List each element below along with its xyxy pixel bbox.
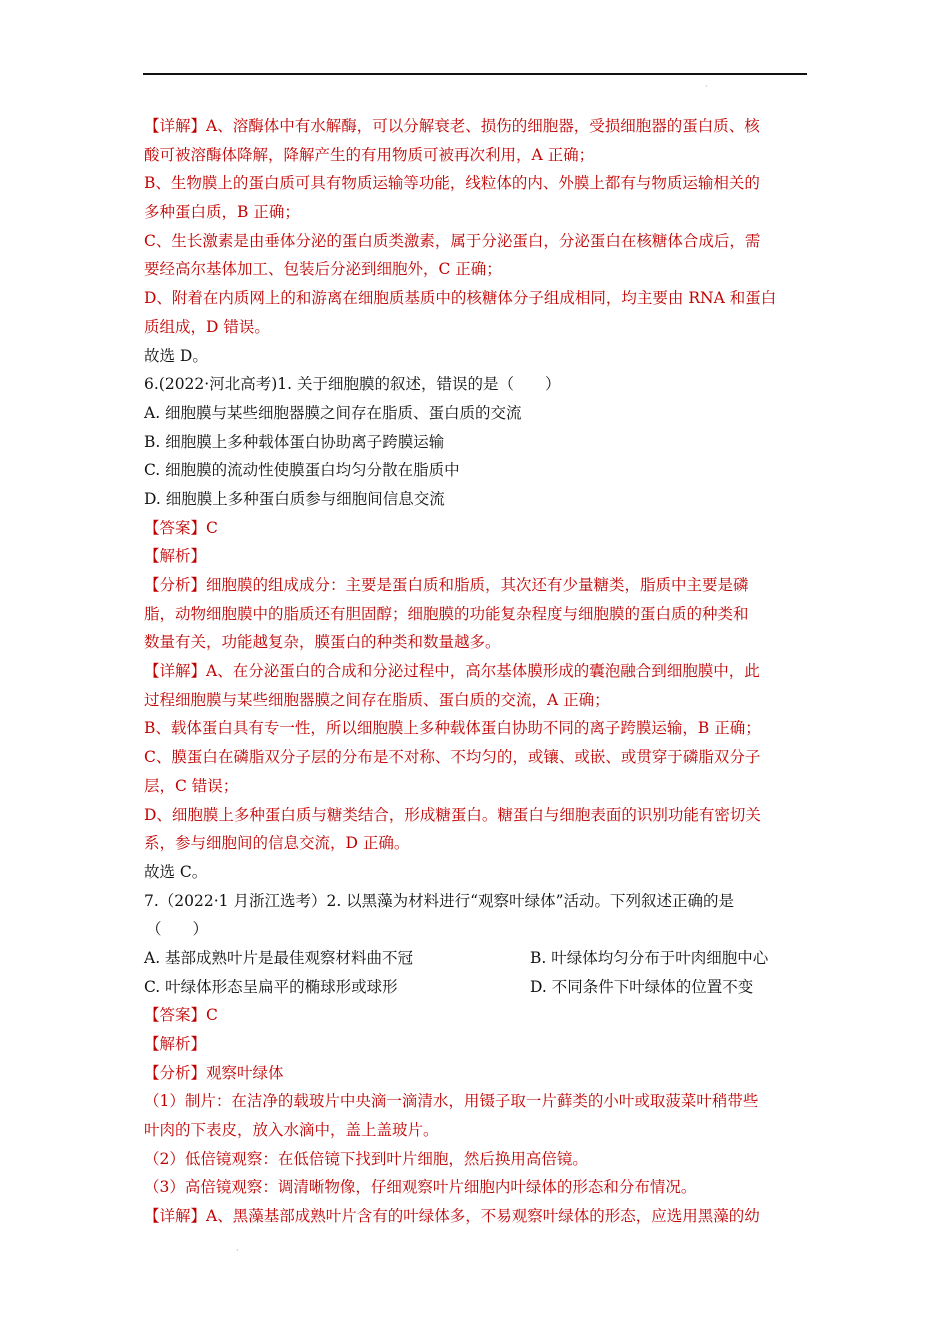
q6-analysis-line: 数量有关，功能越复杂，膜蛋白的种类和数量越多。 bbox=[144, 633, 501, 652]
q5-conclusion: 故选 D。 bbox=[144, 346, 208, 365]
q7-options-row-2 bbox=[144, 973, 808, 1002]
q7-option-d: D. 不同条件下叶绿体的位置不变 bbox=[530, 977, 754, 996]
q6-stem: 6.(2022·河北高考)1. 关于细胞膜的叙述，错误的是（ ） bbox=[144, 375, 561, 394]
q6-option-c: C. 细胞膜的流动性使膜蛋白均匀分散在脂质中 bbox=[144, 461, 460, 480]
q6-analysis-line: 脂，动物细胞膜中的脂质还有胆固醇；细胞膜的功能复杂程度与细胞膜的蛋白质的种类和 bbox=[144, 604, 749, 623]
q7-detail-line: 【详解】A、黑藻基部成熟叶片含有的叶绿体多，不易观察叶绿体的形态，应选用黑藻的幼 bbox=[144, 1207, 760, 1226]
q7-step-line: （1）制片：在洁净的载玻片中央滴一滴清水，用镊子取一片藓类的小叶或取菠菜叶稍带些 bbox=[144, 1092, 759, 1111]
q6-detail-line: D、细胞膜上多种蛋白质与糖类结合，形成糖蛋白。糖蛋白与细胞表面的识别功能有密切关 bbox=[144, 805, 761, 824]
q5-detail-line: B、生物膜上的蛋白质可具有物质运输等功能，线粒体的内、外膜上都有与物质运输相关的 bbox=[144, 174, 760, 193]
q6-detail-line: 【详解】A、在分泌蛋白的合成和分泌过程中，高尔基体膜形成的囊泡融合到细胞膜中，此 bbox=[144, 662, 760, 681]
q5-detail-line: C、生长激素是由垂体分泌的蛋白质类激素，属于分泌蛋白，分泌蛋白在核糖体合成后，需 bbox=[144, 231, 761, 250]
q6-detail-line: 过程细胞膜与某些细胞器膜之间存在脂质、蛋白质的交流，A 正确； bbox=[144, 690, 610, 709]
q5-detail-line: 【详解】A、溶酶体中有水解酶，可以分解衰老、损伤的细胞器，受损细胞器的蛋白质、核 bbox=[144, 117, 760, 135]
q5-detail-line: 要经高尔基体加工、包装后分泌到细胞外，C 正确； bbox=[144, 260, 502, 279]
q6-analysis-line: 【分析】细胞膜的组成成分：主要是蛋白质和脂质，其次还有少量糖类，脂质中主要是磷 bbox=[144, 576, 749, 594]
q7-options-row-1 bbox=[144, 944, 808, 973]
header-dot: · bbox=[705, 82, 708, 91]
q5-detail-line: 多种蛋白质，B 正确； bbox=[144, 203, 300, 222]
q5-detail-line: 质组成，D 错误。 bbox=[144, 317, 270, 336]
q7-option-b: B. 叶绿体均匀分布于叶肉细胞中心 bbox=[530, 948, 769, 967]
q7-option-c: C. 叶绿体形态呈扁平的椭球形或球形 bbox=[144, 977, 398, 996]
q6-detail-line: C、膜蛋白在磷脂双分子层的分布是不对称、不均匀的，或镶、或嵌、或贯穿于磷脂双分子 bbox=[144, 748, 761, 767]
q7-answer: 【答案】C bbox=[144, 1006, 218, 1025]
q7-analysis-line: 【分析】观察叶绿体 bbox=[144, 1063, 284, 1082]
q7-option-a: A. 基部成熟叶片是最佳观察材料曲不冠 bbox=[144, 948, 414, 967]
q6-analysis-label: 【解析】 bbox=[144, 547, 207, 566]
document-body bbox=[144, 112, 808, 1231]
q6-detail-line: B、载体蛋白具有专一性，所以细胞膜上多种载体蛋白协助不同的离子跨膜运输，B 正确； bbox=[144, 719, 761, 738]
footer-dot: · bbox=[236, 1246, 239, 1255]
q6-option-d: D. 细胞膜上多种蛋白质参与细胞间信息交流 bbox=[144, 489, 445, 508]
q6-option-b: B. 细胞膜上多种载体蛋白协助离子跨膜运输 bbox=[144, 432, 445, 451]
q6-option-a: A. 细胞膜与某些细胞器膜之间存在脂质、蛋白质的交流 bbox=[144, 403, 522, 422]
q7-step-line: （2）低倍镜观察：在低倍镜下找到叶片细胞，然后换用高倍镜。 bbox=[144, 1149, 588, 1168]
q7-stem-blank: （ ） bbox=[146, 920, 209, 939]
q7-stem: 7.（2022·1 月浙江选考）2. 以黑藻为材料进行“观察叶绿体”活动。下列叙述正确的是 bbox=[144, 891, 735, 910]
q6-answer: 【答案】C bbox=[144, 518, 218, 537]
q5-detail-line: 酸可被溶酶体降解，降解产生的有用物质可被再次利用，A 正确； bbox=[144, 145, 595, 164]
header-rule bbox=[143, 73, 807, 75]
q7-analysis-label: 【解析】 bbox=[144, 1035, 207, 1053]
q7-step-line: 叶肉的下表皮，放入水滴中，盖上盖玻片。 bbox=[144, 1121, 439, 1140]
q5-detail-line: D、附着在内质网上的和游离在细胞质基质中的核糖体分子组成相同，均主要由 RNA 和蛋白 bbox=[144, 289, 777, 308]
q6-detail-line: 层，C 错误； bbox=[144, 776, 239, 795]
q7-step-line: （3）高倍镜观察：调清晰物像，仔细观察叶片细胞内叶绿体的形态和分布情况。 bbox=[144, 1178, 697, 1197]
q6-detail-line: 系，参与细胞间的信息交流，D 正确。 bbox=[144, 834, 410, 853]
q6-conclusion: 故选 C。 bbox=[144, 862, 208, 881]
